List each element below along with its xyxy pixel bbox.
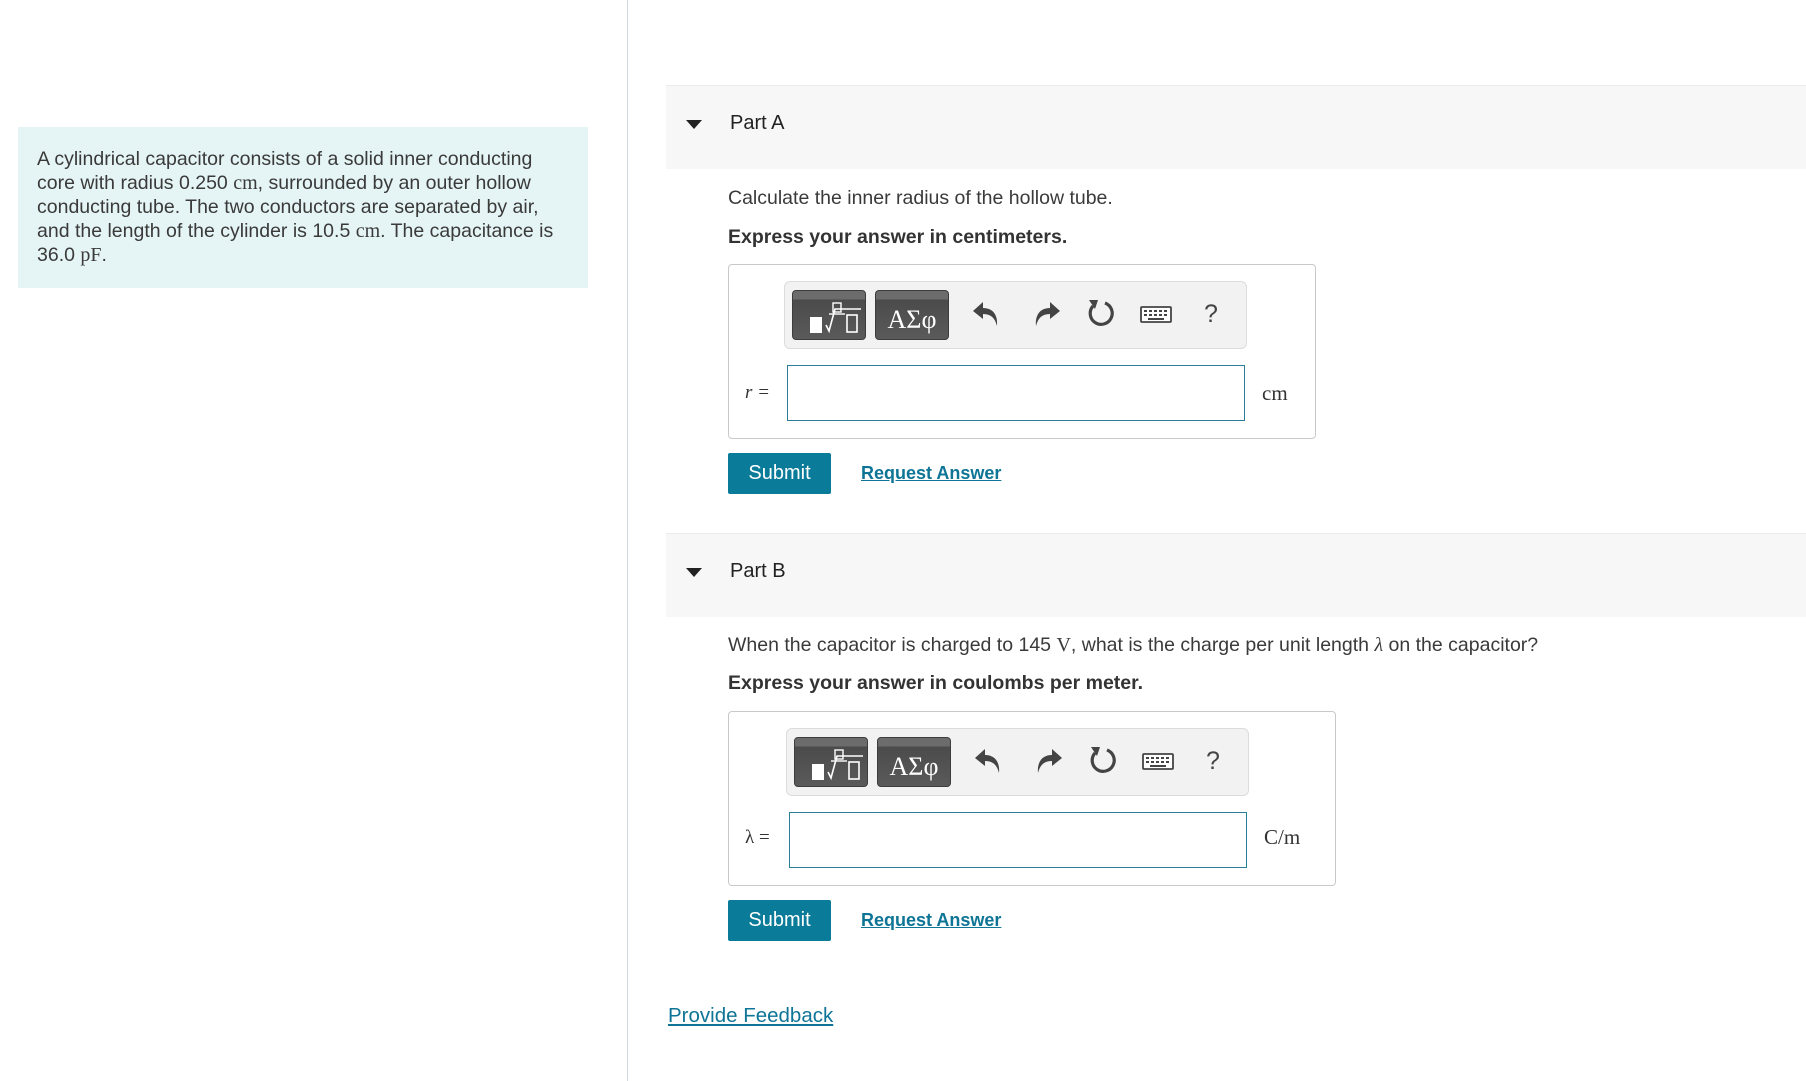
questions-pane [628,0,1806,1081]
redo-icon[interactable] [1030,743,1066,779]
help-icon[interactable]: ? [1206,747,1220,775]
part-a-header[interactable] [666,85,1806,169]
part-a-question: Calculate the inner radius of the hollow tube. [728,187,1113,209]
templates-icon [793,291,865,339]
problem-text: A cylindrical capacitor consists of a solid inner conducting core with radius 0.250 [37,148,533,194]
part-b-toolbar [786,728,1249,796]
greek-symbols-button[interactable] [877,737,951,787]
question-text: on the capacitor? [1383,634,1539,656]
part-a-answer-input[interactable] [787,365,1245,421]
part-b-unit: C/m [1264,825,1301,849]
part-a-title: Part A [730,112,785,134]
question-text: , what is the charge per unit length [1070,634,1375,656]
part-a-request-answer-link[interactable]: Request Answer [861,463,1002,483]
part-b-answer-input[interactable] [789,812,1247,868]
question-text: When the capacitor is charged to 145 [728,634,1057,656]
part-a-answer-box [728,264,1316,439]
undo-icon[interactable] [971,743,1007,779]
part-b-title: Part B [730,560,786,582]
problem-text: . [101,244,107,266]
problem-text: . The capacitance is 36.0 [37,220,554,266]
unit-cm: cm [355,220,381,242]
keyboard-icon[interactable] [1138,296,1174,332]
unit-pf: pF [80,244,102,266]
part-b-variable-label: λ = [745,827,770,848]
part-a-variable-label: r = [745,382,770,403]
part-b-instruction: Express your answer in coulombs per meter. [728,672,1144,694]
problem-pane [0,0,628,1081]
lambda-symbol: λ [1374,634,1384,656]
part-a-instruction: Express your answer in centimeters. [728,226,1068,248]
caret-down-icon[interactable] [686,120,702,129]
templates-button[interactable] [794,737,868,787]
part-b-answer-box [728,711,1336,886]
undo-icon[interactable] [969,296,1005,332]
reset-icon[interactable] [1083,296,1119,332]
greek-label: ΑΣφ [889,752,939,781]
reset-icon[interactable] [1085,743,1121,779]
part-a-unit: cm [1262,381,1288,405]
problem-text: , surrounded by an outer hollow conducting tube. The two conductors are separated by air, and the length of the cylinder is 10.5 [37,172,539,242]
help-icon[interactable]: ? [1204,300,1218,328]
templates-icon [795,738,867,786]
part-b-question [728,634,1538,657]
part-a-toolbar [784,281,1247,349]
problem-statement [18,127,588,288]
part-b-submit-button[interactable]: Submit [728,900,831,941]
unit-v: V [1056,634,1071,656]
unit-cm: cm [233,172,258,194]
templates-button[interactable] [792,290,866,340]
caret-down-icon[interactable] [686,568,702,577]
part-b-header[interactable] [666,533,1806,617]
provide-feedback-link[interactable]: Provide Feedback [668,1004,834,1027]
greek-symbols-button[interactable] [875,290,949,340]
redo-icon[interactable] [1028,296,1064,332]
part-b-request-answer-link[interactable]: Request Answer [861,910,1002,930]
keyboard-icon[interactable] [1140,743,1176,779]
part-a-submit-button[interactable]: Submit [728,453,831,494]
greek-label: ΑΣφ [887,305,937,334]
